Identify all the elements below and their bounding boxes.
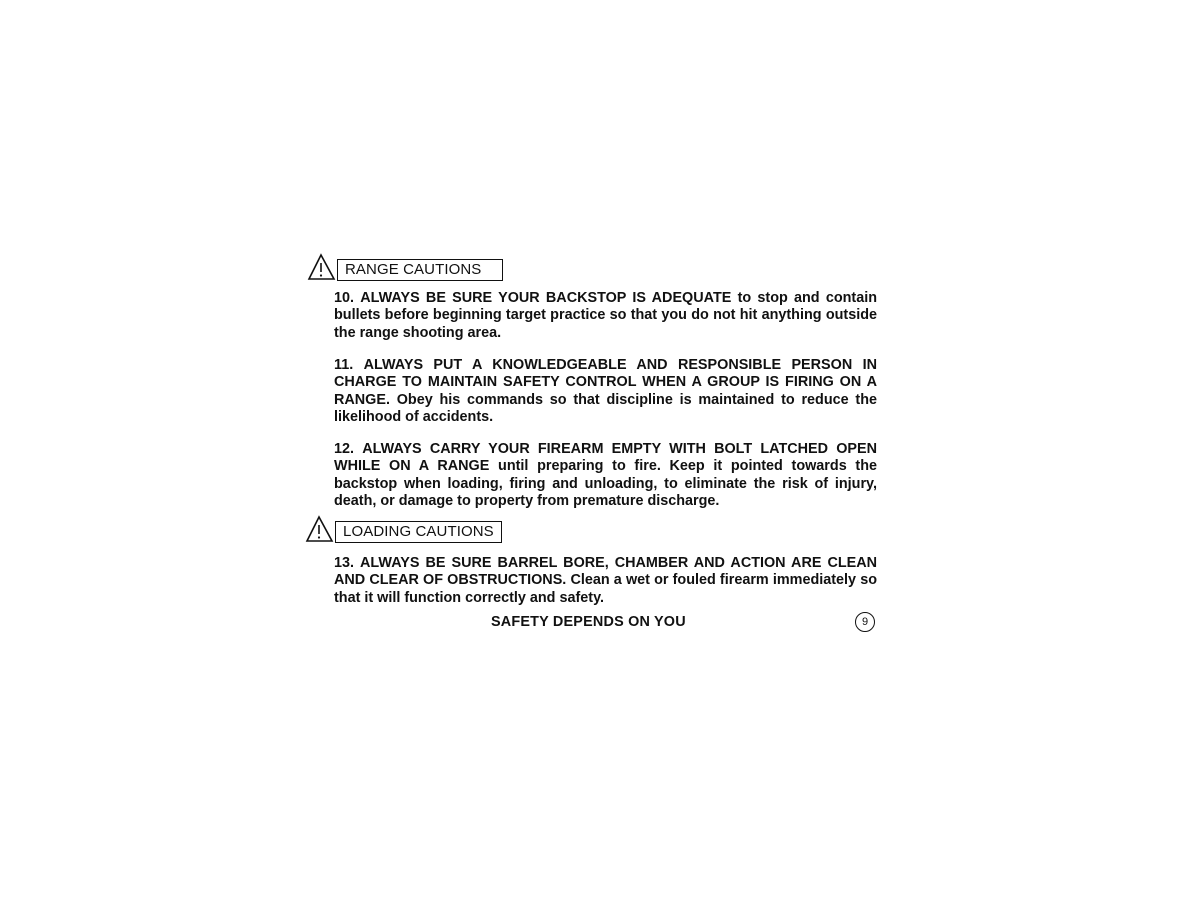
warning-triangle-icon — [305, 515, 335, 543]
footer-slogan: SAFETY DEPENDS ON YOU — [491, 614, 686, 630]
paragraph-number: 12. — [334, 441, 355, 457]
paragraph-lead: ALWAYS BE SURE BARREL BORE, CHAMBER AND ACTION ARE CLEAN AND CLEAR OF OBSTRUCTIONS. — [334, 555, 878, 589]
paragraph-11 — [334, 357, 877, 427]
section-title: RANGE CAUTIONS — [337, 259, 503, 281]
paragraph-text: until preparing to fire. Keep it pointed towards the backstop when loading, firing and unloading, to eliminate the risk of injury, death, or damage to property from premature discharge. — [334, 458, 877, 510]
loading-cautions-header — [305, 515, 502, 543]
paragraph-text: to stop and contain bullets before beginning target practice so that you do not hit anything outside the range shooting area. — [334, 290, 877, 341]
paragraph-number: 13. — [334, 555, 355, 571]
section-title: LOADING CAUTIONS — [335, 521, 502, 543]
page-number: 9 — [855, 612, 875, 632]
paragraph-text: Obey his commands so that discipline is maintained to reduce the likelihood of accidents. — [334, 391, 877, 426]
paragraph-13 — [334, 555, 877, 607]
paragraph-12 — [334, 441, 877, 511]
paragraph-lead: ALWAYS CARRY YOUR FIREARM EMPTY WITH BOLT LATCHED OPEN WHILE ON A RANGE — [334, 441, 877, 475]
paragraph-10 — [334, 290, 877, 342]
paragraph-number: 10. — [334, 290, 355, 306]
range-cautions-header — [307, 253, 503, 281]
warning-triangle-icon — [307, 253, 337, 281]
paragraph-lead: ALWAYS PUT A KNOWLEDGEABLE AND RESPONSIBLE PERSON IN CHARGE TO MAINTAIN SAFETY CONTROL WHEN A GROUP IS FIRING ON A RANGE. — [334, 357, 877, 408]
paragraph-number: 11. — [334, 357, 354, 373]
paragraph-lead: ALWAYS BE SURE YOUR BACKSTOP IS ADEQUATE — [360, 290, 732, 306]
paragraph-text: Clean a wet or fouled firearm immediately so that it will function correctly and safety. — [334, 572, 877, 606]
